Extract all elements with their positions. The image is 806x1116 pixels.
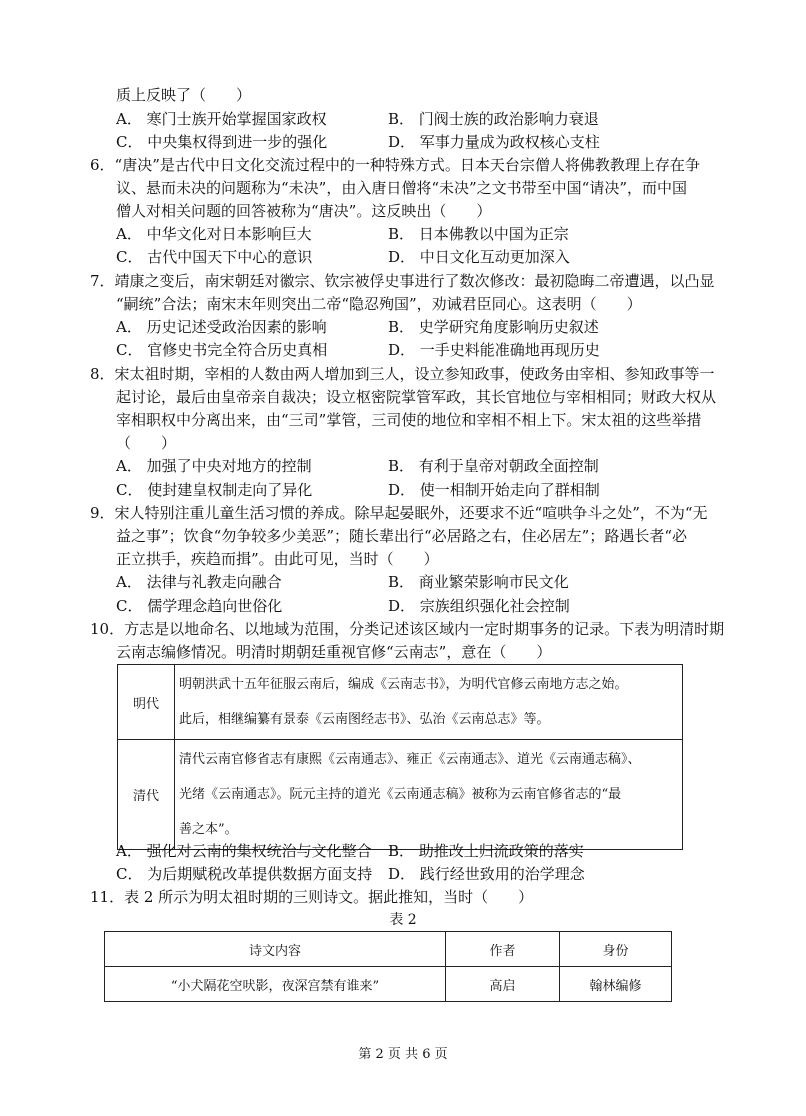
q8-line-1: 8．宋太祖时期，宰相的人数由两人增加到三人，设立参知政事，使政务由宰相、参知政事等一 — [90, 365, 715, 383]
era-qing: 清代 — [118, 740, 175, 850]
q10-line-2: 云南志编修情况。明清时期朝廷重视官修“云南志”，意在（ ） — [116, 643, 552, 661]
q7-option-b: B． 史学研究角度影响历史叙述 — [388, 318, 599, 336]
q6-line-2: 议、悬而未决的问题称为“未决”，由入唐日僧将“未决”之文书带至中国“请决”，而中国 — [116, 179, 688, 197]
era-ming: 明代 — [118, 665, 175, 740]
q9-option-b: B． 商业繁荣影响市民文化 — [388, 573, 569, 591]
ming-text-1: 明朝洪武十五年征服云南后，编成《云南志书》，为明代官修云南地方志之始。 — [179, 677, 628, 692]
q5-stem-end: 质上反映了（ ） — [116, 86, 252, 104]
q6-option-d: D． 中日文化互动更加深入 — [388, 248, 570, 266]
q9-line-2: 益之事”；饮食“勿争较多少美恶”；随长辈出行“必居路之右，住必居左”；路遇长者“必 — [116, 527, 688, 545]
q9-option-d: D． 宗族组织强化社会控制 — [388, 597, 570, 615]
row1-identity: 翰林编修 — [560, 967, 672, 1002]
q7-line-2: “嗣统”合法；南宋末年则突出二帝“隐忍殉国”，劝诫君臣同心。这表明（ ） — [116, 295, 642, 313]
q6-line-1: 6．“唐决”是古代中日文化交流过程中的一种特殊方式。日本天台宗僧人将佛教教理上存在争 — [90, 156, 700, 174]
q10-option-d: D． 践行经世致用的治学理念 — [388, 865, 585, 883]
qing-description — [175, 740, 683, 850]
q10-option-b: B． 助推改土归流政策的落实 — [388, 842, 584, 860]
ming-text-2: 此后，相继编纂有景泰《云南图经志书》、弘治《云南总志》等。 — [179, 712, 550, 727]
q8-line-3: 宰相职权中分离出来，由“三司”掌管，三司使的地位和宰相不相上下。宋太祖的这些举措 — [116, 411, 702, 429]
q7-option-d: D． 一手史料能准确地再现历史 — [388, 341, 600, 359]
q8-line-2: 起讨论，最后由皇帝亲自裁决；设立枢密院掌管军政，其长官地位与宰相相同；财政大权从 — [116, 388, 717, 406]
q9-line-1: 9．宋人特别注重儿童生活习惯的养成。除早起晏眠外，还要求不近“喧哄争斗之处”，不为“无 — [90, 504, 708, 522]
table-2-caption: 表 2 — [389, 912, 417, 928]
q11-line-1: 11．表 2 所示为明太祖时期的三则诗文。据此推知，当时（ ） — [90, 888, 534, 906]
yunnan-gazetteer-table — [117, 664, 683, 850]
qing-text-1: 清代云南官修省志有康熙《云南通志》、雍正《云南通志》、道光《云南通志稿》、 — [179, 752, 641, 767]
q10-line-1: 10．方志是以地命名、以地域为范围，分类记述该区域内一定时期事务的记录。下表为明清时期 — [90, 620, 725, 638]
q6-option-c: C． 古代中国天下中心的意识 — [116, 248, 313, 266]
q5-option-c: C． 中央集权得到进一步的强化 — [116, 133, 328, 151]
header-author: 作者 — [446, 932, 560, 967]
qing-text-3: 善之本”。 — [179, 822, 238, 837]
header-identity: 身份 — [560, 932, 672, 967]
q8-option-c: C． 使封建皇权制走向了异化 — [116, 481, 313, 499]
header-poem-content: 诗文内容 — [105, 932, 446, 967]
q8-option-a: A． 加强了中央对地方的控制 — [116, 457, 312, 475]
q5-option-b: B． 门阀士族的政治影响力衰退 — [388, 110, 599, 128]
table-header-row — [105, 932, 672, 967]
q6-option-a: A． 中华文化对日本影响巨大 — [116, 225, 312, 243]
q5-option-a: A． 寒门士族开始掌握国家政权 — [116, 110, 327, 128]
row1-author: 高启 — [446, 967, 560, 1002]
ming-description — [175, 665, 683, 740]
poems-table — [104, 931, 672, 1002]
q7-option-c: C． 官修史书完全符合历史真相 — [116, 341, 328, 359]
q5-option-d: D． 军事力量成为政权核心支柱 — [388, 133, 600, 151]
q9-option-a: A． 法律与礼教走向融合 — [116, 573, 282, 591]
q10-option-c: C． 为后期赋税改革提供数据方面支持 — [116, 865, 373, 883]
q6-option-b: B． 日本佛教以中国为正宗 — [388, 225, 569, 243]
qing-text-2: 光绪《云南通志》。阮元主持的道光《云南通志稿》被称为云南官修省志的“最 — [179, 787, 622, 802]
q8-option-b: B． 有利于皇帝对朝政全面控制 — [388, 457, 599, 475]
q8-option-d: D． 使一相制开始走向了群相制 — [388, 481, 600, 499]
table-row — [118, 665, 683, 740]
page-footer: 第 2 页 共 6 页 — [358, 1047, 448, 1062]
table-row — [105, 967, 672, 1002]
q7-line-1: 7．靖康之变后，南宋朝廷对徽宗、钦宗被俘史事进行了数次修改：最初隐晦二帝遭遇，以凸显 — [90, 272, 715, 290]
q10-option-a: A． 强化对云南的集权统治与文化整合 — [116, 842, 372, 860]
q7-option-a: A． 历史记述受政治因素的影响 — [116, 318, 327, 336]
q8-line-4: （ ） — [116, 434, 177, 452]
q6-line-3: 僧人对相关问题的回答被称为“唐决”。这反映出（ ） — [116, 202, 492, 220]
q9-option-c: C． 儒学理念趋向世俗化 — [116, 597, 283, 615]
q9-line-3: 正立拱手，疾趋而揖”。由此可见，当时（ ） — [116, 550, 439, 568]
table-row — [118, 740, 683, 850]
row1-poem: “小犬隔花空吠影，夜深宫禁有谁来” — [105, 967, 446, 1002]
